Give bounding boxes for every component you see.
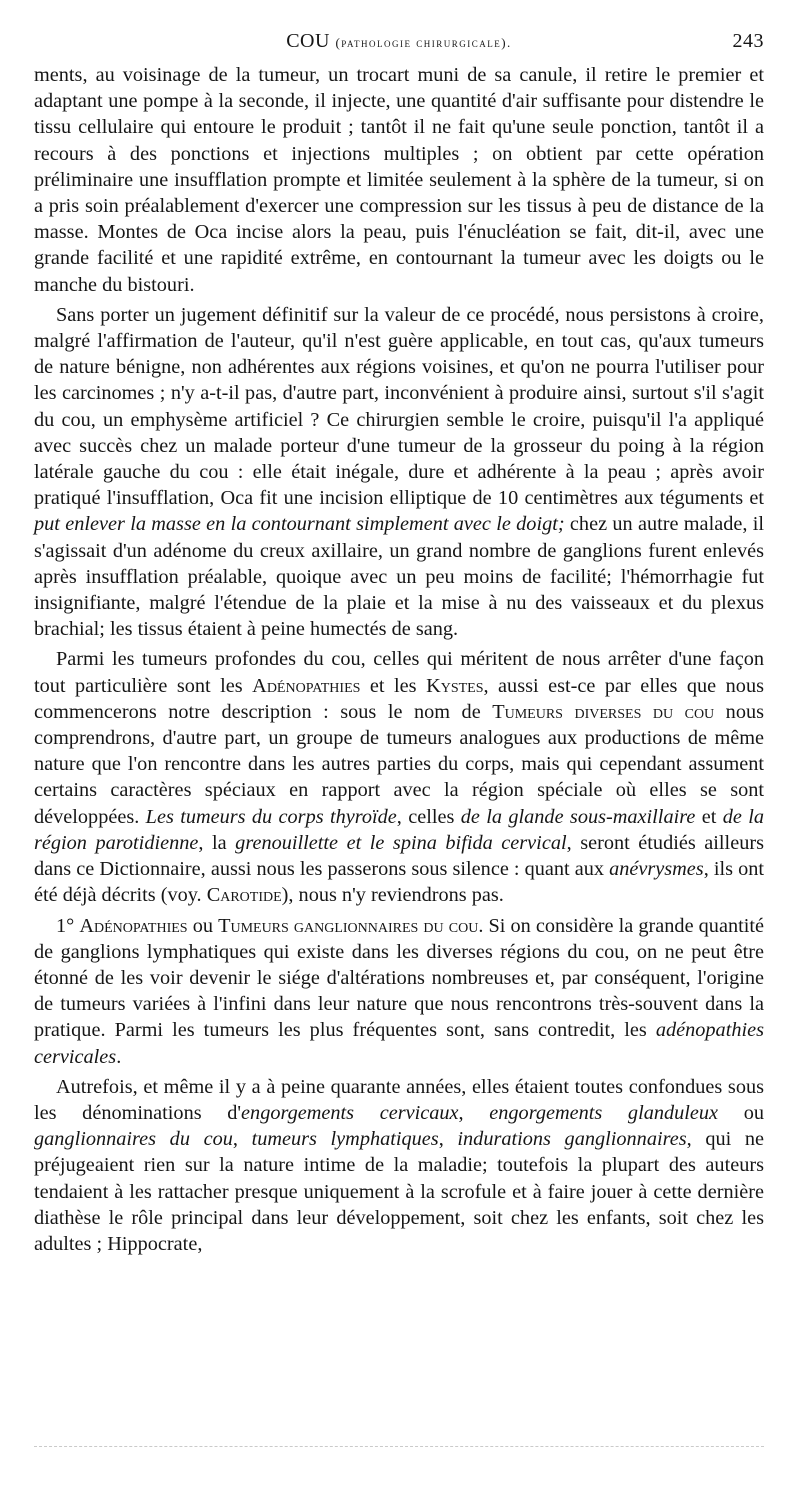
paragraph bbox=[34, 1074, 764, 1257]
text-run: , bbox=[232, 1128, 252, 1151]
italic-text: de la glande sous-maxillaire bbox=[460, 805, 696, 828]
text-run: ), nous n'y reviendrons pas. bbox=[281, 884, 504, 907]
italic-text: ganglionnaires du cou bbox=[34, 1128, 233, 1151]
italic-text: engorgements cervicaux bbox=[241, 1101, 459, 1124]
running-header bbox=[34, 30, 764, 60]
italic-text: grenouillette et le spina bifida cervical bbox=[235, 831, 567, 854]
small-caps-text: Kystes bbox=[426, 674, 484, 697]
text-run: . Si on considère la grande quantité de ganglions lymphatiques qui existe dans les diverses régions du cou, on ne peut être étonné de les voir devenir le siége d'altérations nombreuses et, par conséquent, l'origine de tumeurs variées à l'infini dans leur nature que nous rencontrons très-souvent dans la pratique. Parmi les tumeurs les plus fréquentes sont, sans contredit, les bbox=[34, 914, 764, 1042]
small-caps-text: Tumeurs ganglionnaires du cou bbox=[218, 914, 479, 937]
paragraph bbox=[34, 646, 764, 908]
text-run: Sans porter un jugement définitif sur la valeur de ce procédé, nous persistons à croire, malgré l'affirmation de l'auteur, qu'il n'est guère applicable, en tout cas, qu'aux tumeurs de nature bénigne, non adhérentes aux régions voisines, et qu'on ne pourra l'utiliser pour les carcinomes ; n'y a-t-il pas, d'autre part, inconvénient à produire ainsi, surtout s'il s'agit du cou, un emphysème artificiel ? Ce chirurgien semble le croire, puisqu'il l'a appliqué avec succès chez un malade porteur d'une tumeur de la grosseur du poing à la région latérale gauche du cou : elle était inégale, dure et adhérente à la peau ; après avoir pratiqué l'insufflation, Oca fit une incision elliptique de 10 centimètres aux téguments et bbox=[34, 303, 764, 510]
paragraph bbox=[34, 302, 764, 643]
text-run: , seront étudiés ailleurs dans ce Dictionnaire, aussi nous les passerons sous silence : quant aux bbox=[34, 831, 764, 881]
text-run: et bbox=[695, 805, 723, 828]
text-run: . bbox=[116, 1045, 122, 1068]
text-run: et les bbox=[360, 674, 427, 697]
text-run: , qui ne préjugeaient rien sur la nature intime de la maladie; toutefois la plupart des auteurs tendaient à les rattacher presque uniquement à la scrofule et à faire jouer à cette dernière diathèse le rôle principal dans leur développement, soit chez les enfants, soit chez les adultes ; Hippocrate, bbox=[34, 1128, 764, 1255]
text-run: Autrefois, et même il y a à peine quarante années, elles étaient toutes confondues sous les dénominations d' bbox=[34, 1075, 764, 1124]
italic-text: engorgements glanduleux bbox=[489, 1101, 719, 1124]
text-run: , celles bbox=[396, 805, 461, 828]
paragraph bbox=[34, 913, 764, 1070]
text-run: ou bbox=[718, 1101, 764, 1124]
small-caps-text: Tumeurs diverses du cou bbox=[492, 700, 715, 723]
text-run: , aussi est-ce par elles que nous commencerons notre description : sous le nom de bbox=[34, 674, 764, 723]
text-run: , bbox=[438, 1128, 458, 1151]
text-run: chez un autre malade, il s'agissait d'un adénome du creux axillaire, un grand nombre de ganglions furent enlevés après insufflation préalable, quoique avec un peu moins de facilité; l'hémorrhagie fut insignifiante, malgré l'étendue de la plaie et la mise à nu des vaisseaux et du plexus brachial; les tissus étaient à peine humectés de sang. bbox=[34, 513, 764, 641]
italic-text: Les tumeurs du corps thyroïde bbox=[145, 805, 397, 828]
italic-text: tumeurs lymphatiques bbox=[251, 1128, 439, 1151]
text-run: ments, au voisinage de la tumeur, un trocart muni de sa canule, il retire le premier et adaptant une pompe à la seconde, il injecte, une quantité d'air suffisante pour distendre le tissu cellulaire qui entoure le produit ; tantôt il ne fait qu'une seule ponction, tantôt il a recours à des ponctions et injections multiples ; on obtient par cette opération préliminaire une insufflation prompte et limitée seulement à la sphère de la tumeur, si on a pris soin préalablement d'exercer une compression sur les tissus à peu de distance de la masse. Montes de Oca incise alors la peau, puis l'énucléation se fait, dit-il, avec une grande facilité et une rapidité extrême, en contournant la tumeur avec les doigts ou le manche du bistouri. bbox=[34, 64, 764, 296]
header-title-sub: (pathologie chirurgicale). bbox=[335, 35, 512, 50]
text-run: 1° bbox=[56, 914, 80, 937]
small-caps-text: Carotide bbox=[206, 884, 282, 907]
text-run: Parmi les tumeurs profondes du cou, celles qui méritent de nous arrêter d'une façon tout particulière sont les bbox=[34, 648, 764, 697]
small-caps-text: Adénopathies bbox=[79, 914, 188, 937]
italic-text: put enlever la masse en la contournant simplement avec le doigt; bbox=[34, 513, 565, 536]
italic-text: adénopathies cervicales bbox=[34, 1019, 764, 1068]
text-run: ou bbox=[187, 914, 219, 937]
page-number: 243 bbox=[732, 30, 764, 52]
footer-rule bbox=[34, 1446, 764, 1449]
body-text bbox=[34, 62, 764, 1257]
text-run: , ils ont été déjà décrits (voy. bbox=[34, 858, 764, 907]
italic-text: de la région parotidienne bbox=[34, 805, 764, 854]
header-title bbox=[34, 30, 764, 53]
header-title-main: COU bbox=[286, 30, 330, 52]
text-run: nous comprendrons, d'autre part, un groupe de tumeurs analogues aux productions de même nature que l'on rencontre dans les autres parties du corps, mais qui cependant assument certains caractères spéciaux en rapport avec la région spéciale où elles se sont développées. bbox=[34, 700, 765, 828]
small-caps-text: Adénopathies bbox=[252, 674, 361, 697]
text-run: , la bbox=[198, 831, 236, 854]
text-run: , bbox=[458, 1101, 490, 1124]
paragraph bbox=[34, 62, 764, 298]
italic-text: anévrysmes bbox=[609, 858, 704, 881]
italic-text: indurations ganglionnaires bbox=[457, 1128, 687, 1151]
